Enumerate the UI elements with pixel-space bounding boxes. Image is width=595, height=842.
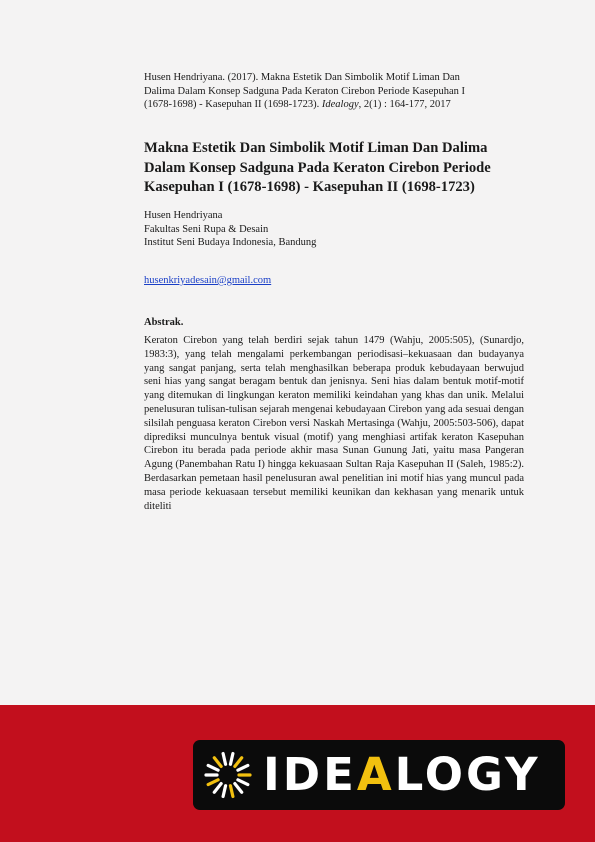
author-block <box>144 209 464 250</box>
sunburst-ray <box>208 780 218 785</box>
logo-wordmark <box>263 748 541 802</box>
sunburst-ray <box>238 765 248 770</box>
citation-text: Husen Hendriyana. (2017). Makna Estetik Dan Simbolik Motif Liman Dan Dalima Dalam Konsep Sadguna Pada Keraton Cirebon Periode Kasepuhan I (1678-1698) - Kasepuhan II (1698-1723). <box>144 72 466 110</box>
logo-text-part-2: LOGY <box>394 748 541 801</box>
sunburst-ray <box>214 784 221 793</box>
logo-text-accent: A <box>356 748 395 801</box>
author-name: Husen Hendriyana <box>144 210 223 221</box>
sunburst-ray <box>214 758 221 767</box>
sunburst-ray <box>230 754 232 765</box>
journal-logo <box>193 740 565 810</box>
logo-text-part-1: IDE <box>263 748 357 801</box>
sunburst-ray <box>238 780 248 785</box>
sunburst-ray <box>223 786 225 797</box>
sunburst-icon <box>203 750 253 800</box>
abstract-heading: Abstrak. <box>144 317 184 328</box>
sunburst-ray <box>235 784 242 793</box>
sunburst-ray <box>208 765 218 770</box>
sunburst-ray <box>235 758 242 767</box>
citation <box>144 71 484 112</box>
paper-title: Makna Estetik Dan Simbolik Motif Liman Dan Dalima Dalam Konsep Sadguna Pada Keraton Cirebon Periode Kasepuhan I (1678-1698) - Kasepuhan II (1698-1723) <box>144 140 491 195</box>
author-email-link[interactable]: husenkriyadesain@gmail.com <box>144 275 272 286</box>
citation-volume: , 2(1) : 164-177, 2017 <box>358 99 451 110</box>
sunburst-ray <box>223 754 225 765</box>
sunburst-ray <box>230 786 232 797</box>
citation-journal: Idealogy <box>321 99 359 110</box>
author-institution: Institut Seni Budaya Indonesia, Bandung <box>144 237 317 248</box>
author-faculty: Fakultas Seni Rupa & Desain <box>144 223 269 235</box>
abstract-body: Keraton Cirebon yang telah berdiri sejak tahun 1479 (Wahju, 2005:505), (Sunardjo, 1983:3), yang telah mengalami perkembangan periodisasi–kekuasaan dan budayanya yang sangat panjang, serta telah menghasilkan beberapa produk kebudayaan berwujud seni hias yang sangat beragam bentuk dan jenisnya. Seni hias dalam bentuk motif-motif yang ditemukan di lingkungan keraton memiliki keindahan yang khas dan unik. Melalui penelusuran tulisan-tulisan sejarah mengenai kebudayaan Cirebon yang ada sesuai dengan silsilah penguasa keraton Cirebon versi Naskah Mertasinga (Wahju, 2005:503-506), dapat diprediksi munculnya bentuk visual (motif) yang menghiasi artifak keraton Kasepuhan Cirebon itu berada pada periode akhir masa Sunan Gunung Jati, yaitu masa Pangeran Agung (Panembahan Ratu I) hingga kekuasaan Sultan Raja Kasepuhan II (Saleh, 1985:2). Berdasarkan pemetaan hasil penelusuran awal penelitian ini motif hias yang muncul pada masa periode kekuasaan tersebut memiliki keunikan dan kekhasan yang menarik untuk diteliti <box>144 335 524 512</box>
